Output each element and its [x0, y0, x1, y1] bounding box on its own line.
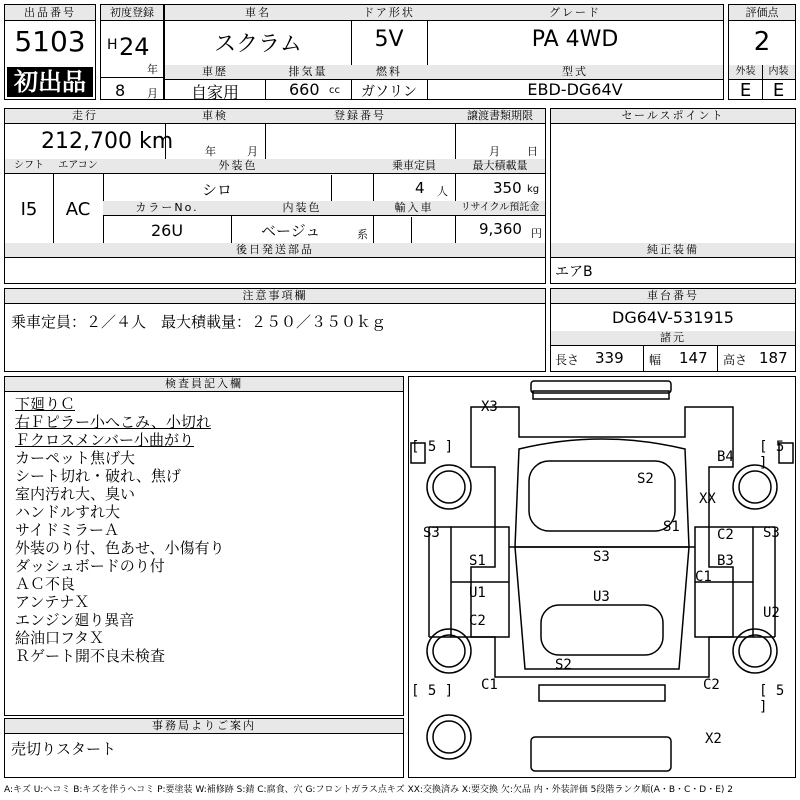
- reg-no-label: 登録番号: [265, 109, 455, 124]
- recycle-unit: 円: [531, 227, 542, 240]
- import-label: 輸入車: [373, 201, 455, 216]
- lot-number-label: 出品番号: [5, 5, 95, 21]
- fuel: ガソリン: [361, 84, 417, 100]
- height-label: 高さ: [723, 353, 748, 367]
- inspector-line: 室内汚れ大、臭い: [15, 485, 136, 503]
- chassis-box: [550, 288, 796, 372]
- front-grille: [533, 391, 669, 399]
- car-name: スクラム: [214, 32, 302, 57]
- inspector-line: アンテナＸ: [15, 593, 90, 611]
- damage-xx: XX: [699, 491, 716, 507]
- inspector-line: 右Ｆピラー小へこみ、小切れ: [15, 413, 211, 431]
- ext-color-label: 外装色: [103, 159, 373, 174]
- history-label: 車歴: [165, 65, 265, 80]
- damage-s3-left: S3: [423, 525, 440, 541]
- inspector-line: 下廻りＣ: [15, 395, 76, 413]
- inspector-line: 外装のり付、色あせ、小傷有り: [15, 539, 225, 557]
- door-label: ドア形状: [351, 5, 427, 21]
- first-registration: [100, 4, 164, 100]
- damage-c1-left: C1: [481, 677, 498, 693]
- lot-number-box: [4, 4, 96, 100]
- later-parts-label: 後日発送部品: [5, 243, 545, 258]
- damage-c2-right: C2: [717, 527, 734, 543]
- damage-u1: U1: [469, 585, 486, 601]
- score-label: 評価点: [729, 5, 795, 21]
- lot-number: 5103: [14, 25, 86, 58]
- width-label: 幅: [649, 353, 662, 367]
- inspector-line: エンジン廻り異音: [15, 611, 135, 629]
- legend: A:キズ U:ヘコミ B:キズを伴うヘコミ P:要塗装 W:補修跡 S:錆 C:腐食、穴 G:フロントガラス点キズ XX:交換済み X:要交換 欠:欠品 内・外装評価 5段階ランク順(A・B・C・D・E) 2: [4, 785, 734, 795]
- score: 2: [753, 27, 771, 57]
- width: 147: [679, 349, 708, 367]
- first-listing-badge: 初出品: [7, 67, 93, 97]
- exterior-label: 外装: [729, 65, 762, 80]
- vehicle-details-box: [4, 108, 546, 284]
- inspector-line: ＡＣ不良: [15, 575, 76, 593]
- ext-color: シロ: [201, 181, 232, 199]
- tire-tread-front-right: [ 5 ]: [759, 439, 785, 471]
- damage-s2-bottom: S2: [555, 657, 572, 673]
- sales-point-label: セールスポイント: [551, 109, 795, 124]
- int-color: ベージュ: [261, 222, 321, 240]
- month-unit: 月: [147, 87, 158, 100]
- mileage-label: 走行: [5, 109, 165, 124]
- damage-s3-center: S3: [593, 549, 610, 565]
- score-box: [728, 4, 796, 100]
- damage-x2: X2: [705, 731, 722, 747]
- damage-s1-right: S1: [663, 519, 680, 535]
- sales-point-box: [550, 108, 796, 284]
- damage-s1-left: S1: [469, 553, 486, 569]
- rear-window: [541, 605, 663, 655]
- damage-c2-left: C2: [469, 613, 486, 629]
- roof-rear: [515, 547, 689, 669]
- tire-tread-front-left: [ 5 ]: [411, 439, 454, 455]
- car-info-box: [164, 4, 724, 100]
- model: EBD-DG64V: [527, 80, 623, 99]
- rear-bumper: [539, 685, 665, 701]
- length: 339: [595, 349, 624, 367]
- inspector-box: [4, 376, 404, 716]
- exterior-grade: E: [739, 80, 752, 101]
- era: H: [107, 37, 118, 53]
- car-diagram: [408, 376, 796, 778]
- chassis-label: 車台番号: [551, 289, 795, 304]
- damage-s2-top: S2: [637, 471, 654, 487]
- history: 自家用: [190, 83, 239, 102]
- damage-b3: B3: [717, 553, 734, 569]
- insp-year-unit: 年: [205, 145, 216, 158]
- damage-x3: X3: [481, 399, 498, 415]
- inspector-line: サイドミラーＡ: [15, 521, 119, 539]
- interior-grade: E: [772, 80, 785, 101]
- max-load-label: 最大積載量: [455, 159, 545, 174]
- transfer-label: 譲渡書類期限: [455, 109, 545, 124]
- reg-year: 24: [119, 33, 150, 61]
- mileage: 212,700 km: [41, 129, 174, 154]
- model-label: 型式: [427, 65, 723, 80]
- displacement-label: 排気量: [265, 65, 351, 80]
- genuine-equipment: エアB: [555, 264, 593, 280]
- grade: PA 4WD: [531, 27, 619, 52]
- int-color-suffix: 系: [357, 228, 368, 241]
- grade-label: グレード: [427, 5, 723, 21]
- recycle-label: リサイクル預託金: [455, 201, 545, 216]
- year-unit: 年: [147, 63, 158, 76]
- int-color-label: 内装色: [231, 201, 373, 216]
- inspector-line: 給油口フタＸ: [15, 629, 104, 647]
- inspector-line: Ｒゲート開不良未検査: [15, 647, 166, 665]
- inspector-line: Ｆクロスメンバー小曲がり: [15, 431, 194, 449]
- recycle-fee: 9,360: [479, 220, 522, 238]
- damage-c2-bottom: C2: [703, 677, 720, 693]
- inspector-line: シート切れ・破れ、焦げ: [15, 467, 181, 485]
- office-box: [4, 718, 404, 778]
- fuel-label: 燃料: [351, 65, 427, 80]
- tire-tread-rear-left: [ 5 ]: [411, 683, 454, 699]
- displacement-unit: cc: [329, 85, 340, 96]
- inspector-line: ダッシュボードのり付: [15, 557, 165, 575]
- damage-c1-right: C1: [695, 569, 712, 585]
- insp-month-unit: 月: [247, 145, 258, 158]
- max-load: 350: [493, 179, 522, 197]
- capacity-label: 乗車定員: [373, 159, 455, 174]
- car-outline: [409, 377, 795, 777]
- displacement: 660: [289, 80, 320, 99]
- rear-gate: [531, 737, 671, 771]
- interior-label: 内装: [762, 65, 795, 80]
- reg-month: 8: [115, 81, 126, 100]
- ac-label: エアコン: [53, 159, 103, 174]
- capacity: 4: [415, 179, 425, 197]
- damage-u3: U3: [593, 589, 610, 605]
- damage-s3-right: S3: [763, 525, 780, 541]
- body-outline: [471, 407, 733, 677]
- spec-label: 諸元: [551, 331, 795, 346]
- car-name-label: 車名: [165, 5, 351, 21]
- caution-box: [4, 288, 546, 372]
- color-no-label: カラーNo.: [103, 201, 231, 216]
- inspector-line: ハンドルすれ大: [15, 503, 121, 521]
- tire-tread-rear-right: [ 5 ]: [759, 683, 785, 715]
- inspection-label: 車検: [165, 109, 265, 124]
- color-no: 26U: [150, 221, 184, 240]
- genuine-label: 純正装備: [551, 243, 795, 258]
- shift: I5: [20, 199, 38, 220]
- caution-text: 乗車定員：２／４人 最大積載量：２５０／３５０ｋｇ: [11, 313, 387, 331]
- max-load-unit: kg: [527, 184, 540, 195]
- damage-b4: B4: [717, 449, 734, 465]
- caution-label: 注意事項欄: [5, 289, 545, 304]
- ac: AC: [65, 199, 91, 220]
- damage-u2: U2: [763, 605, 780, 621]
- length-label: 長さ: [555, 353, 580, 367]
- office-text: 売切りスタート: [11, 740, 117, 758]
- chassis-number: DG64V-531915: [612, 308, 734, 327]
- inspector-label: 検査員記入欄: [5, 377, 403, 392]
- first-reg-label: 初度登録: [101, 5, 163, 21]
- inspector-line: カーペット焦げ大: [15, 449, 136, 467]
- office-label: 事務局よりご案内: [5, 719, 403, 734]
- capacity-unit: 人: [437, 185, 448, 198]
- shift-label: シフト: [5, 159, 53, 174]
- transfer-day-unit: 日: [527, 145, 538, 158]
- transfer-month-unit: 月: [489, 145, 500, 158]
- door-type: 5V: [374, 27, 404, 52]
- height: 187: [759, 349, 788, 367]
